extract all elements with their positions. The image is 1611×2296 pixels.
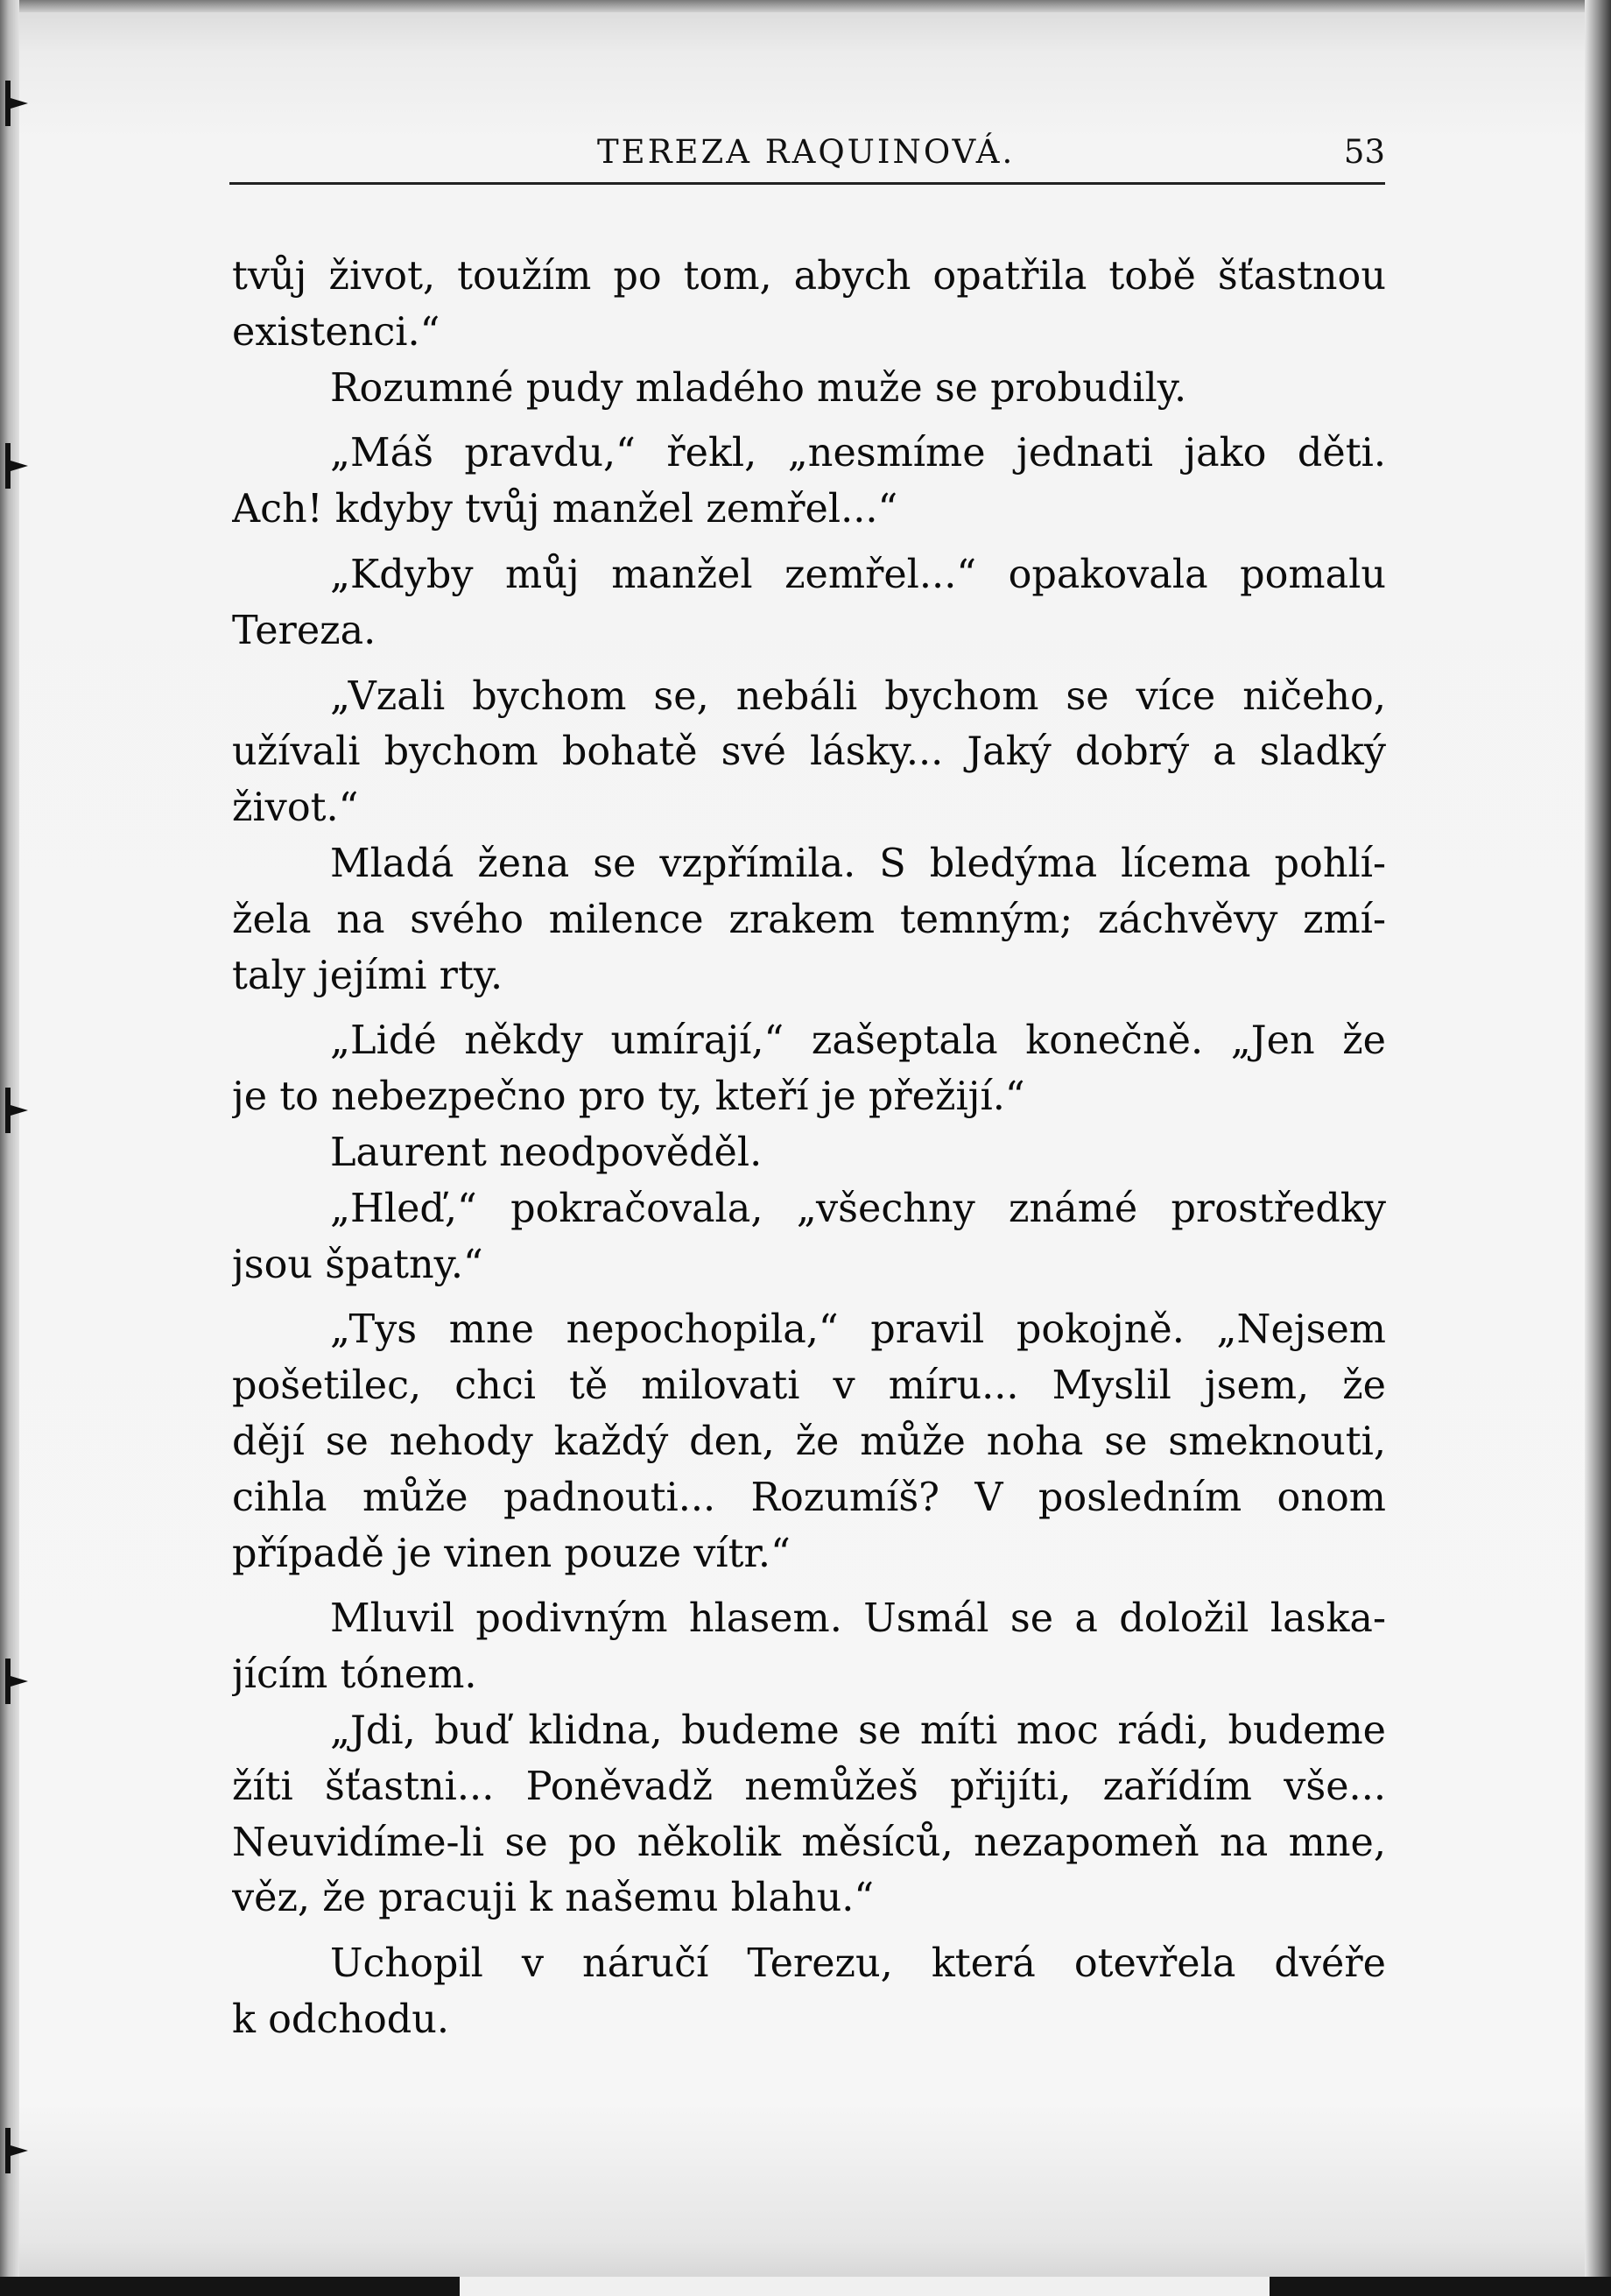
- running-head: [229, 133, 1385, 186]
- text-line: jícím tónem.: [232, 1652, 477, 1698]
- scan-bottom-notch: [460, 2277, 1270, 2296]
- text-line: život.“: [232, 785, 359, 831]
- text-line: Uchopil v náručí Terezu, která otevřela dvéře: [330, 1941, 1386, 1987]
- text-line: je to nebezpečno pro ty, kteří je přežijí.“: [232, 1074, 1025, 1120]
- text-line: „Jdi, buď klidna, budeme se míti moc rádi, budeme: [330, 1708, 1386, 1753]
- text-line: věz, že pracuji k našemu blahu.“: [232, 1876, 875, 1921]
- scan-top-edge: [0, 0, 1611, 12]
- running-title: TEREZA RAQUINOVÁ.: [597, 133, 1016, 171]
- text-line: Tereza.: [232, 608, 376, 653]
- binding-hole-icon: [2, 1088, 32, 1133]
- text-line: Laurent neodpověděl.: [330, 1130, 763, 1175]
- binding-hole-icon: [2, 81, 32, 126]
- body-text: [232, 249, 1386, 2048]
- scan-right-edge: [1585, 0, 1611, 2296]
- text-line: taly jejími rty.: [232, 953, 503, 998]
- text-line: „Kdyby můj manžel zemřel...“ opakovala pomalu: [330, 552, 1386, 597]
- text-line: dějí se nehody každý den, že může noha se smeknouti,: [232, 1419, 1386, 1464]
- page-number: 53: [1343, 133, 1385, 171]
- text-line: užívali bychom bohatě své lásky... Jaký dobrý a sladký: [232, 729, 1386, 775]
- text-line: „Tys mne nepochopila,“ pravil pokojně. „Nejsem: [330, 1307, 1386, 1353]
- binding-hole-icon: [2, 443, 32, 489]
- text-line: jsou špatny.“: [232, 1242, 483, 1287]
- text-line: případě je vinen pouze vítr.“: [232, 1531, 791, 1576]
- binding-hole-icon: [2, 1659, 32, 1704]
- text-line: žela na svého milence zrakem temným; záchvěvy zmí-: [232, 897, 1386, 942]
- text-line: cihla může padnouti... Rozumíš? V posledním onom: [232, 1475, 1386, 1520]
- text-line: Mladá žena se vzpřímila. S bledýma lícema pohlí-: [330, 841, 1386, 886]
- text-line: pošetilec, chci tě milovati v míru... Myslil jsem, že: [232, 1363, 1386, 1409]
- text-line: „Hleď,“ pokračovala, „všechny známé prostředky: [330, 1186, 1386, 1231]
- text-line: k odchodu.: [232, 1997, 450, 2042]
- text-line: Rozumné pudy mladého muže se probudily.: [330, 365, 1187, 411]
- text-line: tvůj život, toužím po tom, abych opatřila tobě šťastnou: [232, 254, 1386, 299]
- scan-left-edge: [0, 0, 19, 2296]
- text-line: „Vzali bychom se, nebáli bychom se více ničeho,: [330, 673, 1386, 719]
- text-line: Mluvil podivným hlasem. Usmál se a doložil laska-: [330, 1596, 1386, 1642]
- header-rule: [229, 182, 1385, 185]
- text-line: Neuvidíme-li se po několik měsíců, nezapomeň na mne,: [232, 1820, 1386, 1865]
- text-line: „Máš pravdu,“ řekl, „nesmíme jednati jako děti.: [330, 431, 1386, 476]
- text-line: Ach! kdyby tvůj manžel zemřel...“: [232, 487, 898, 532]
- binding-hole-icon: [2, 2128, 32, 2173]
- text-line: existenci.“: [232, 309, 440, 355]
- text-line: „Lidé někdy umírají,“ zašeptala konečně. „Jen že: [330, 1018, 1386, 1064]
- text-line: žíti šťastni... Poněvadž nemůžeš přijíti, zařídím vše...: [232, 1764, 1386, 1809]
